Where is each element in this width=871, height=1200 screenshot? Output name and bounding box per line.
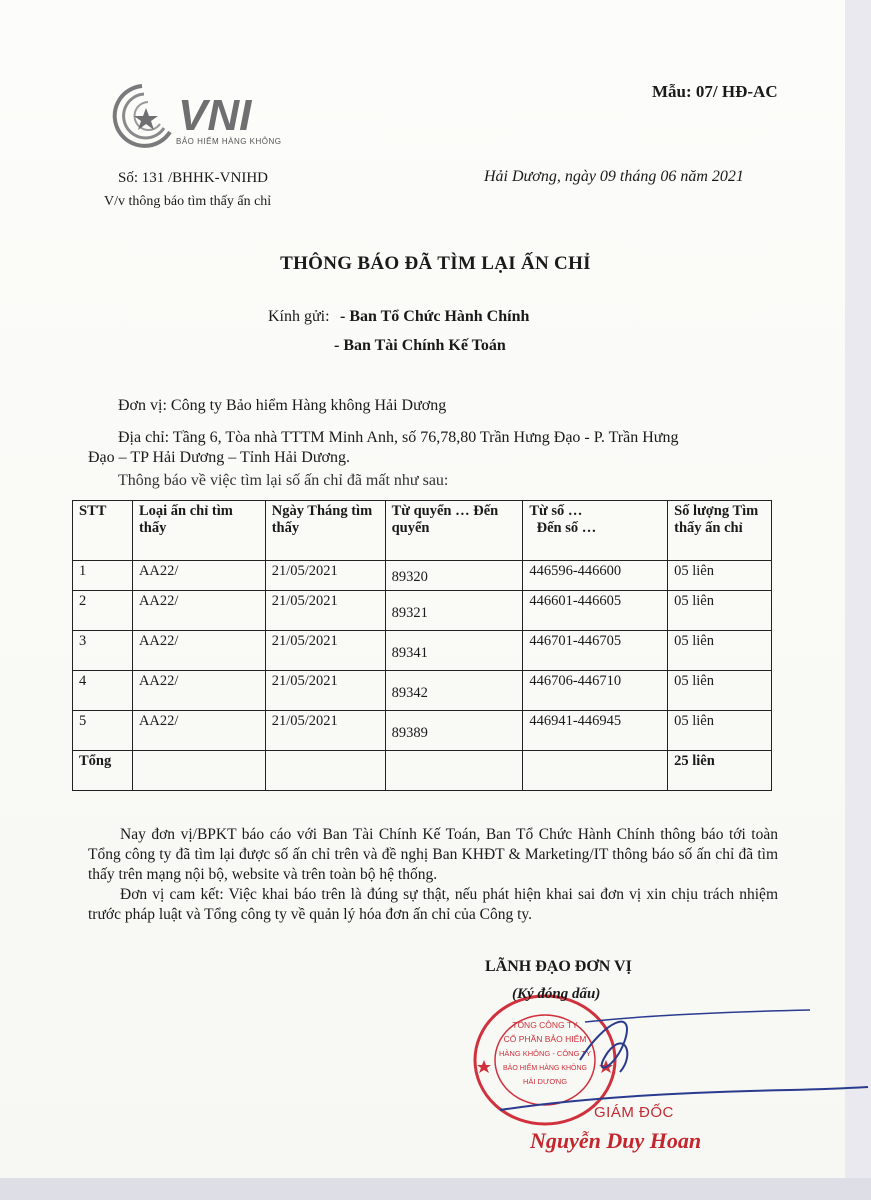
cell-date: 21/05/2021 [265, 561, 385, 591]
cell-book [385, 591, 523, 631]
table-header-row [73, 501, 772, 561]
total-value: 25 liên [668, 751, 772, 791]
seal-line-1: TỔNG CÔNG TY [512, 1020, 578, 1030]
cell-serial: 446701-446705 [523, 631, 668, 671]
table-row [73, 711, 772, 751]
table-row [73, 591, 772, 631]
header-serial-to: Đến số … [536, 520, 597, 536]
cell-date: 21/05/2021 [265, 711, 385, 751]
cell-qty: 05 liên [668, 591, 772, 631]
seal-line-3: HÀNG KHÔNG - CÔNG TY [499, 1049, 591, 1058]
signer-name: Nguyễn Duy Hoan [530, 1128, 702, 1153]
cell-book [385, 631, 523, 671]
seal-line-4: BẢO HIỂM HÀNG KHÔNG [502, 1065, 588, 1072]
cell-book-value: 89341 [391, 645, 428, 661]
cell-stt: 3 [73, 631, 133, 671]
cell-date: 21/05/2021 [265, 591, 385, 631]
cell-stt: 2 [73, 591, 133, 631]
cell-serial: 446706-446710 [523, 671, 668, 711]
document-number: Số: 131 /BHHK-VNIHD [118, 170, 268, 186]
signer-position: GIÁM ĐỐC [594, 1104, 674, 1121]
cell-type: AA22/ [132, 631, 265, 671]
seal-line-5: HẢI DƯƠNG [522, 1077, 568, 1086]
header-book: Từ quyển … Đến quyển [385, 501, 523, 561]
logo-wordmark: VNI [178, 91, 252, 140]
table-total-row [73, 751, 772, 791]
found-documents-table [72, 500, 772, 791]
signature-leader-title: LÃNH ĐẠO ĐƠN VỊ [485, 958, 632, 975]
scan-edge-bottom [0, 1178, 871, 1200]
document-subject: V/v thông báo tìm thấy ấn chỉ [104, 194, 272, 209]
table-row [73, 561, 772, 591]
cell-qty: 05 liên [668, 561, 772, 591]
cell-book [385, 561, 523, 591]
cell-serial: 446941-446945 [523, 711, 668, 751]
paragraph-report: Nay đơn vị/BPKT báo cáo với Ban Tài Chính Kế Toán, Ban Tổ Chức Hành Chính thông báo tới toàn Tổng công ty đã tìm lại được số ấn chỉ trên và đề nghị Ban KHĐT & Marketing/IT thông báo số ấn chỉ đã tìm thấy trên mạng nội bộ, website và trên toàn bộ hệ thống. [88, 826, 778, 883]
form-code: Mẫu: 07/ HĐ-AC [652, 82, 778, 101]
signature-note: (Ký đóng dấu) [512, 986, 601, 1002]
cell-book-value: 89342 [391, 685, 428, 701]
header-date: Ngày Tháng tìm thấy [265, 501, 385, 561]
header-stt: STT [73, 501, 133, 561]
header-qty: Số lượng Tìm thấy ấn chỉ [668, 501, 772, 561]
cell-stt: 4 [73, 671, 133, 711]
cell-type: AA22/ [132, 561, 265, 591]
cell-stt: 5 [73, 711, 133, 751]
document-title: THÔNG BÁO ĐÃ TÌM LẠI ẤN CHỈ [280, 253, 591, 274]
table-row [73, 631, 772, 671]
paragraph-commitment: Đơn vị cam kết: Việc khai báo trên là đúng sự thật, nếu phát hiện khai sai đơn vị xin chịu trách nhiệm trước pháp luật và Tổng công ty về quản lý hóa đơn ấn chỉ của Công ty. [88, 886, 778, 923]
header-serial [523, 501, 668, 561]
cell-type: AA22/ [132, 591, 265, 631]
cell-book-value: 89321 [391, 605, 428, 621]
unit-line: Đơn vị: Công ty Bảo hiểm Hàng không Hải Dương [118, 397, 447, 414]
recipients-label: Kính gửi: [268, 308, 330, 325]
place-date: Hải Dương, ngày 09 tháng 06 năm 2021 [484, 168, 744, 185]
cell-book [385, 671, 523, 711]
logo-subtitle: BẢO HIỂM HÀNG KHÔNG [176, 137, 282, 146]
cell-date: 21/05/2021 [265, 671, 385, 711]
cell-stt: 1 [73, 561, 133, 591]
address-line-1: Địa chỉ: Tầng 6, Tòa nhà TTTM Minh Anh, số 76,78,80 Trần Hưng Đạo - P. Trần Hưng [118, 429, 679, 446]
seal-line-2: CỔ PHẦN BẢO HIỂM [503, 1034, 587, 1044]
header-type: Loại ấn chỉ tìm thấy [132, 501, 265, 561]
cell-qty: 05 liên [668, 631, 772, 671]
header-serial-from: Từ số … [529, 503, 583, 519]
total-label: Tổng [73, 751, 133, 791]
cell-book-value: 89389 [391, 725, 428, 741]
cell-date: 21/05/2021 [265, 631, 385, 671]
cell-qty: 05 liên [668, 711, 772, 751]
cell-serial: 446601-446605 [523, 591, 668, 631]
recipient-1: - Ban Tổ Chức Hành Chính [340, 308, 530, 325]
recipient-2: - Ban Tài Chính Kế Toán [334, 337, 506, 354]
cell-serial: 446596-446600 [523, 561, 668, 591]
address-line-2: Đạo – TP Hải Dương – Tỉnh Hải Dương. [88, 449, 350, 466]
cell-type: AA22/ [132, 711, 265, 751]
cell-book-value: 89320 [391, 569, 428, 585]
cell-book [385, 711, 523, 751]
table-intro: Thông báo về việc tìm lại số ấn chỉ đã mất như sau: [118, 472, 449, 489]
cell-qty: 05 liên [668, 671, 772, 711]
cell-type: AA22/ [132, 671, 265, 711]
table-row [73, 671, 772, 711]
